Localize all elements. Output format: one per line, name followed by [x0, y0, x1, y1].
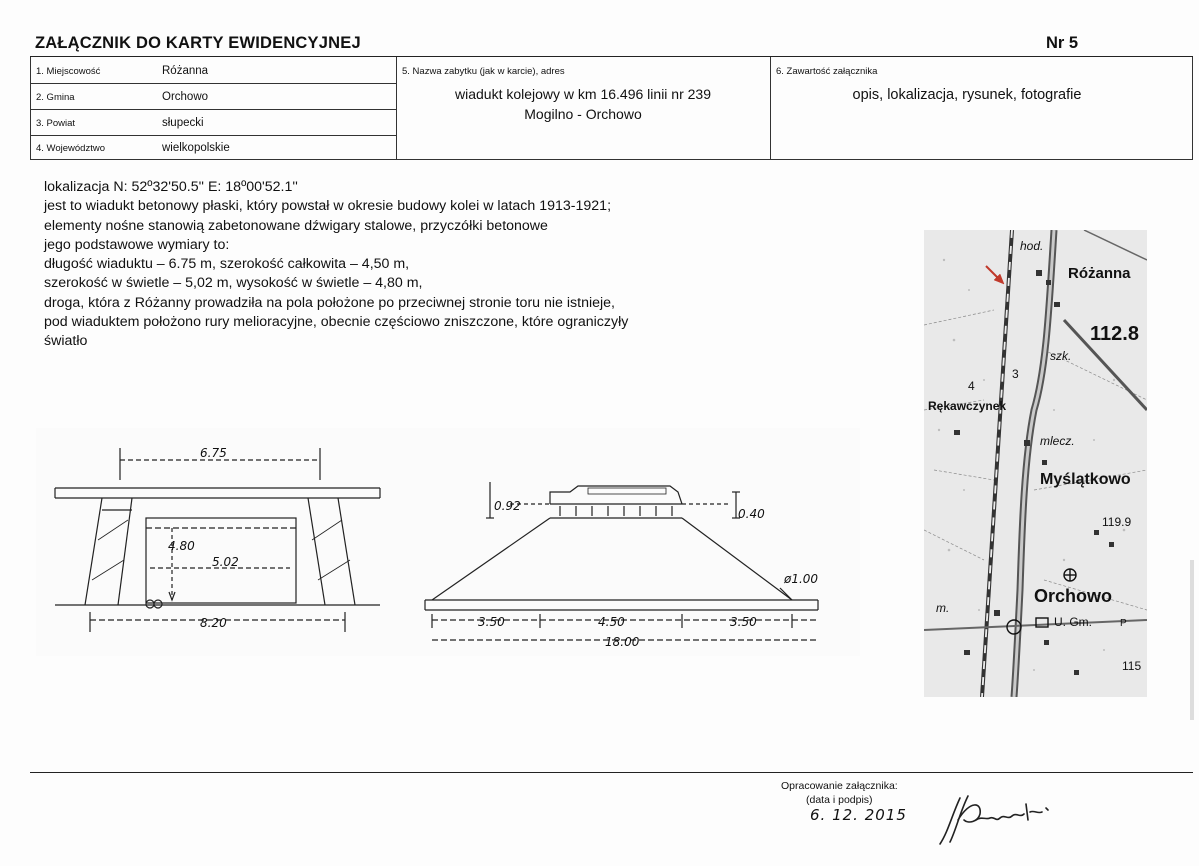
map-label-rozanna: Różanna — [1068, 265, 1131, 282]
field-value-contents: opis, lokalizacja, rysunek, fotografie — [852, 87, 1082, 103]
form-border-right — [1192, 57, 1193, 159]
section-dim-left: 3.50 — [478, 615, 505, 629]
map-label-hod: hod. — [1020, 239, 1044, 253]
signature-date: 6. 12. 2015 — [810, 806, 907, 824]
description-line: jest to wiadukt betonowy płaski, który powstał w okresie budowy kolei w latach 1913-1921; — [44, 198, 612, 215]
map-label-elev3: 115 — [1122, 659, 1142, 673]
map-label-ugm: U. Gm. — [1054, 615, 1092, 629]
monument-line-2: Mogilno - Orchowo — [524, 106, 642, 122]
map-label-szk: szk. — [1050, 349, 1072, 363]
field-label-locality: 1. Miejscowość — [36, 66, 101, 77]
location-map — [924, 230, 1147, 697]
field-label-voivodeship: 4. Województwo — [36, 143, 105, 154]
map-label-num4: 4 — [968, 379, 975, 393]
description-line: droga, która z Różanny prowadziła na pola położone po przeciwnej stronie toru nie istnieje, — [44, 294, 615, 311]
map-label-orchowo: Orchowo — [1034, 586, 1113, 606]
map-label-num3: 3 — [1012, 367, 1019, 381]
section-dim-pipe: ø1.00 — [784, 572, 819, 586]
description-line: elementy nośne stanowią zabetonowane dźwigary stalowe, przyczółki betonowe — [44, 217, 548, 234]
field-label-contents: 6. Zawartość załącznika — [776, 66, 878, 77]
map-label-elev2: 119.9 — [1102, 515, 1132, 529]
section-dim-mid: 4.50 — [598, 615, 625, 629]
section-dim-total: 18.00 — [605, 635, 640, 649]
form-row-rule-2 — [30, 109, 396, 110]
form-row-rule-1 — [30, 83, 396, 84]
prepared-sublabel: (data i podpis) — [806, 794, 873, 806]
map-label-myslatkowo: Myślątkowo — [1040, 471, 1131, 488]
description-line: jego podstawowe wymiary to: — [44, 236, 230, 253]
form-divider-2 — [770, 57, 771, 159]
description-line: szerokość w świetle – 5,02 m, wysokość w świetle – 4,80 m, — [44, 275, 423, 292]
document-title: ZAŁĄCZNIK DO KARTY EWIDENCYJNEJ — [35, 34, 361, 52]
prepared-label: Opracowanie załącznika: — [781, 780, 898, 792]
field-label-monument: 5. Nazwa zabytku (jak w karcie), adres — [402, 66, 565, 77]
map-label-elev1: 112.8 — [1090, 323, 1139, 345]
footer-rule — [30, 772, 1193, 773]
form-border-left — [30, 57, 31, 159]
map-label-m: m. — [936, 601, 950, 615]
monument-line-1: wiadukt kolejowy w km 16.496 linii nr 239 — [454, 86, 711, 102]
attachment-number: Nr 5 — [1046, 34, 1079, 52]
description-line: długość wiaduktu – 6.75 m, szerokość całkowita – 4,50 m, — [44, 256, 410, 273]
elevation-dim-total: 8.20 — [200, 616, 227, 630]
description-line: światło — [44, 333, 88, 350]
field-value-voivodeship: wielkopolskie — [162, 142, 230, 154]
field-value-locality: Różanna — [162, 65, 209, 77]
section-dim-right-height: 0.40 — [738, 507, 765, 521]
field-label-commune: 2. Gmina — [36, 92, 75, 103]
field-value-county: słupecki — [162, 117, 204, 129]
section-dim-right: 3.50 — [730, 615, 757, 629]
description-line: pod wiaduktem położono rury melioracyjne, obecnie częściowo zniszczone, które ograniczyły — [44, 314, 629, 331]
viaduct-section-drawing — [420, 470, 840, 652]
map-label-p: P — [1120, 618, 1127, 629]
field-value-monument — [396, 84, 770, 124]
form-row-rule-3 — [30, 135, 396, 136]
section-dim-left-height: 0.92 — [494, 499, 521, 513]
elevation-dim-span: 5.02 — [212, 555, 239, 569]
signature — [930, 790, 1060, 850]
field-label-county: 3. Powiat — [36, 118, 76, 129]
map-label-rekawczynek: Rękawczynek — [928, 399, 1007, 413]
header-rule — [30, 56, 1193, 57]
viaduct-elevation-drawing — [50, 440, 395, 640]
description — [44, 178, 628, 352]
description-line: lokalizacja N: 52º32'50.5'' E: 18º00'52.1'' — [44, 179, 298, 195]
field-value-commune: Orchowo — [162, 91, 209, 103]
elevation-dim-height: 4.80 — [168, 539, 195, 553]
elevation-dim-length: 6.75 — [200, 446, 227, 460]
map-label-mlecz: mlecz. — [1040, 434, 1075, 448]
form-bottom-rule — [30, 159, 1193, 160]
scan-edge-mark — [1190, 560, 1194, 720]
